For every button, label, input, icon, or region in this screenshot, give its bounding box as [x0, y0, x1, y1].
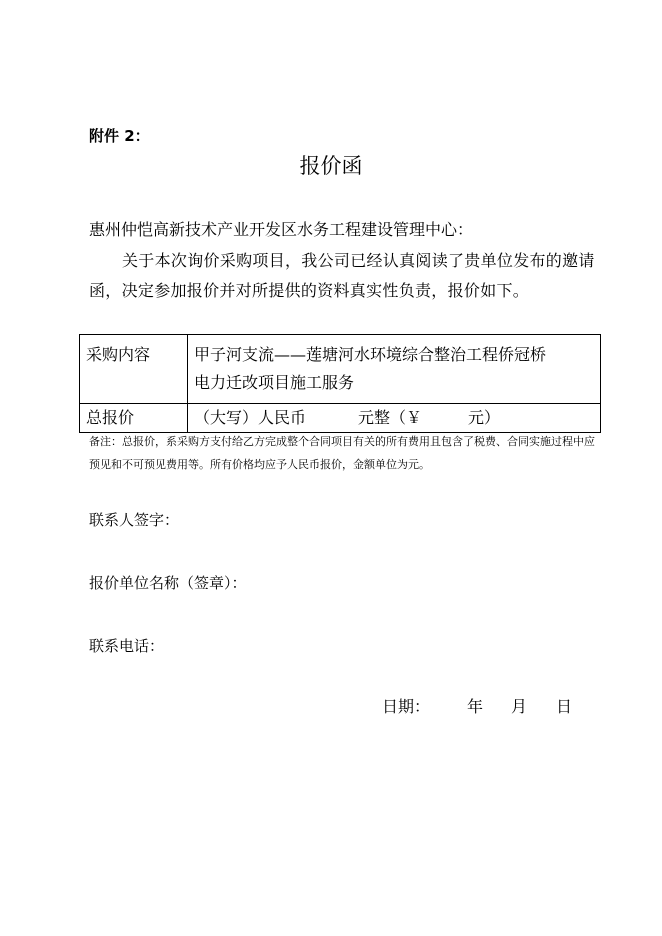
recipient-line: 惠州仲恺高新技术产业开发区水务工程建设管理中心： — [89, 220, 474, 239]
total-price-uppercase-rmb: （大写）人民币 — [194, 408, 307, 427]
body-paragraph: 关于本次询价采购项目，我公司已经认真阅读了贵单位发布的邀请函，决定参加报价并对所提供的资料真实性负责，报价如下。 — [89, 251, 595, 300]
procurement-content-line-2: 电力迁改项目施工服务 — [194, 373, 355, 392]
total-price-yuan-yen: 元整（￥ — [358, 408, 423, 427]
date-line — [382, 694, 572, 717]
remark-note: 备注：总报价，系采购方支付给乙方完成整个合同项目有关的所有费用且包含了税费、合同实施过程中应预见和不可预见费用等。所有价格均应予人民币报价，金额单位为元。 — [89, 435, 595, 471]
company-seal-label: 报价单位名称（签章）： — [89, 574, 247, 592]
procurement-content-line-1: 甲子河支流——莲塘河水环境综合整治工程侨冠桥 — [194, 345, 547, 364]
procurement-content-label: 采购内容 — [80, 335, 188, 404]
date-month: 月 — [511, 697, 528, 716]
contact-phone-label: 联系电话： — [89, 637, 165, 655]
table-row-total-price — [80, 404, 601, 433]
contact-signature-label: 联系人签字： — [89, 511, 180, 529]
date-day: 日 — [556, 697, 573, 716]
attachment-label: 附件 2： — [89, 127, 150, 145]
date-year: 年 — [467, 697, 484, 716]
date-label: 日期： — [382, 697, 431, 716]
total-price-value — [188, 404, 601, 433]
table-row-procurement-content — [80, 335, 601, 404]
total-price-label: 总报价 — [80, 404, 188, 433]
total-price-yuan-close: 元） — [468, 408, 501, 427]
document-title: 报价函 — [299, 154, 363, 178]
quotation-table — [79, 334, 601, 433]
procurement-content-value — [188, 335, 601, 404]
